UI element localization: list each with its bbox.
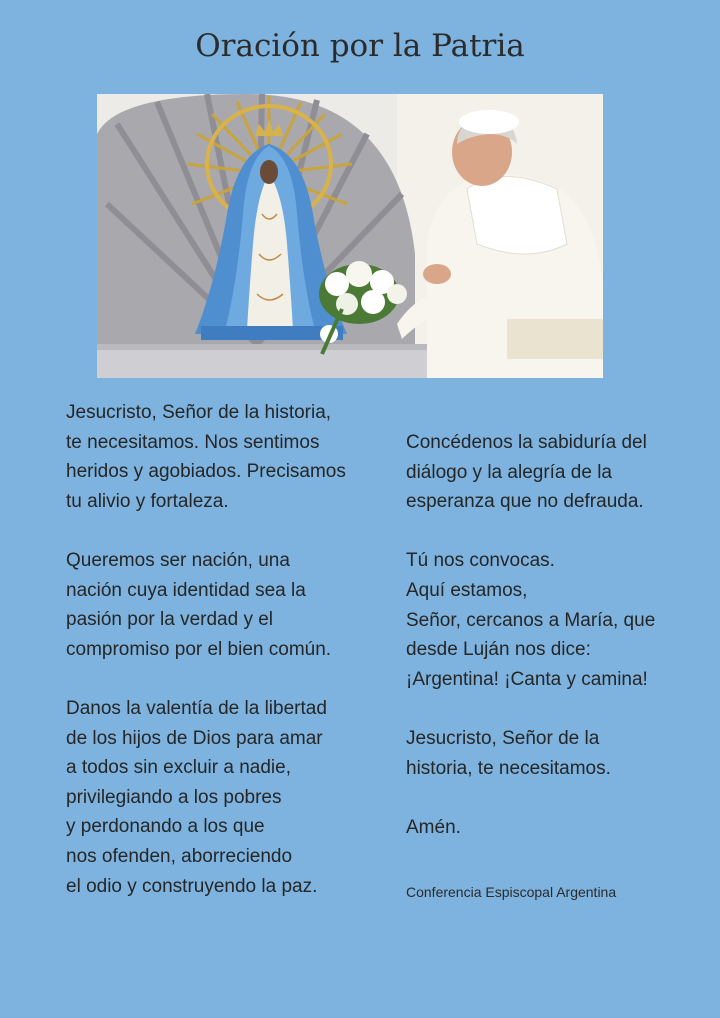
signature: Conferencia Espiscopal Argentina (406, 884, 617, 900)
amen-text: Amén. (406, 816, 461, 838)
prayer-paragraph: Danos la valentía de la libertad de los hijos de Dios para amar a todos sin excluir a nadie, privilegiando a los pobres y perdonando a los que nos ofenden, aborreciendo el odio y construyendo la paz. (66, 697, 327, 897)
prayer-photo (97, 94, 603, 378)
virgin-of-lujan-and-pope-icon (97, 94, 603, 378)
prayer-paragraph: Jesucristo, Señor de la historia, te necesitamos. (406, 727, 611, 779)
page-title: Oración por la Patria (195, 28, 525, 64)
prayer-paragraph: Queremos ser nación, una nación cuya identidad sea la pasión por la verdad y el compromiso por el bien común. (66, 549, 332, 660)
prayer-paragraph: Jesucristo, Señor de la historia, te necesitamos. Nos sentimos heridos y agobiados. Precisamos tu alivio y fortaleza. (66, 402, 346, 512)
prayer-paragraph: Tú nos convocas. Aquí estamos, Señor, cercanos a María, que desde Luján nos dice: ¡Argentina! ¡Canta y camina! (406, 550, 656, 690)
right-column (406, 428, 706, 872)
prayer-paragraph: Concédenos la sabiduría del diálogo y la alegría de la esperanza que no defrauda. (406, 432, 647, 513)
left-column (66, 398, 396, 931)
